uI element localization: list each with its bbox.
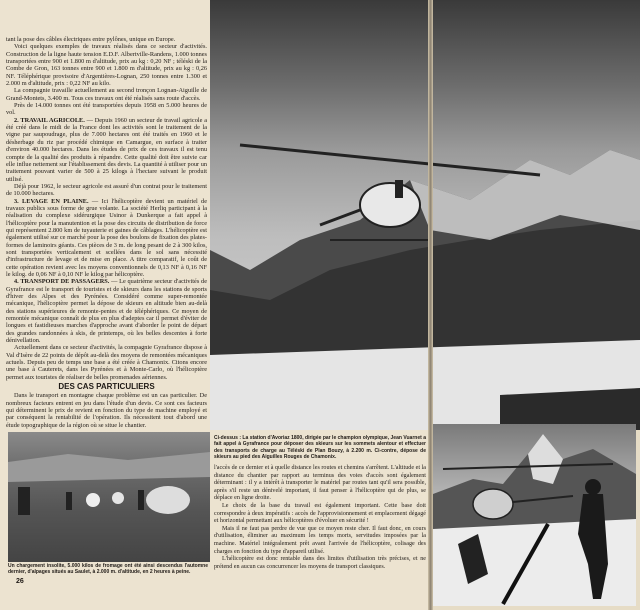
paragraph: Déjà pour 1962, le secteur agricole est assuré d'un contrat pour le traitement de 10.000 hectares. (6, 182, 207, 198)
section-title: 4. TRANSPORT DE PASSAGERS. (14, 278, 110, 286)
section-heading: DES CAS PARTICULIERS (58, 382, 155, 392)
paragraph: Mais il ne faut pas perdre de vue que ce moyen reste cher. Il faut donc, en cours d'utilisation, éliminer au maximum les temps morts, servitudes imposées par la machine. Matériel intégralement prêt avant l'arrivée de l'hélicoptère, colisage des charges en fonction du type d'appareil utilisé. (214, 525, 426, 555)
center-text-column (214, 465, 426, 571)
section-agricole (6, 117, 207, 183)
section-text: — Ici l'hélicoptère devient un matériel de travaux publics sous forme de grue volante. La société Herliq participant à la réalisation du complexe sidérurgique Usinor à Dunkerque a fait appel à l'hélicoptère pour la manutention et la pose des circuits de distribution de force qui représentent 2.800 km de tuyauterie et gaines de câblages. L'hélicoptère est également utilisé sur ce marché pour la pose des boulons de fixation des plates-formes de laminoirs géants. Ces pièces de 3 m. de long pesant de 2 à 300 kilos, sont transportées verticalement et scellées dans le sol sans nécessité d'infrastructure de levage et de mise en place. A titre comparatif, le coût de cette opération revient avec les moyens conventionnels de 0,13 NF à 0,16 NF le kilog. de 0,06 NF à 0,10 NF le kilog par hélicoptère. (6, 197, 207, 278)
paragraph: Voici quelques exemples de travaux réalisés dans ce secteur d'activités. Construction de la ligne haute tension E.D.F. Albertville-Randens, 1.000 tonnes transportées entre 900 et 1.800 m d'altitude, prix au kg : 0,20 NF ; téléski de la Combe de Gron, 163 tonnes entre 900 et 1.800 m d'altitude, prix au kg : 0,26 NF. Téléphérique provisoire d'Argentières-Lognan, 250 tonnes entre 1.300 et 2.000 m d'altitude, prix : 0,22 NF au kilo. (6, 43, 207, 88)
paragraph: l'accès de ce dernier et à quelle distance les routes et chemins s'arrêtent. L'altitude et la distance du chantier par rapport au terminus des voies d'accès sont également déterminant : il y a intérêt à transporter le matériel par routes tant qu'il sera possible, après s'il reste un dénivelé important, il faut penser à l'hélicoptère qui de plus, se déplace en ligne droite. (214, 465, 426, 502)
section-transport (6, 278, 207, 344)
page-gutter (428, 0, 433, 610)
paragraph: Dans le transport en montagne chaque problème est un cas particulier. De nombreux facteurs entrent en jeu dans l'étude d'un devis. Ce sont ces facteurs qui déterminent le prix de revient en fonction du type de machine employé et par conséquent la rentabilité de l'opération. Ils nécessitent tout d'abord une étude topographique de la région où se situe le chantier. (6, 392, 207, 429)
helicopter-mountain-photo (210, 0, 640, 430)
skiers-drop-photo (433, 424, 636, 606)
paragraph: La compagnie travaille actuellement au second tronçon Lognan-Aiguille de Grand-Montets, 3.400 m. Tous ces travaux ont été réalisés sans route d'accès. (6, 87, 207, 102)
section-text: — Le quatrième secteur d'activités de Gyrafrance est le transport de touristes et de skieurs dans les stations de sports d'hiver des Alpes et des Pyrénées. Considéré comme super-remontée mécanique, l'hélicoptère permet la dépose de skieurs en altitude bien au-delà des stations supérieures de remonte-pentes et de téléphériques. Ce moyen de remontée mécanique connaît de plus en plus d'adeptes car il permet d'éviter de longues et fastidieuses marches d'approche avant d'aborder le point de départ des grandes randonnées à skis, de printemps, où les belles descentes à forte dénivellation. (6, 278, 207, 345)
paragraph: L'hélicoptère est donc rentable dans des limites d'utilisation très précises, et ne prétend en aucun cas concurrencer les moyens de transport classiques. (214, 556, 426, 570)
section-text: — Depuis 1960 un secteur de travail agricole a été créé dans le midi de la France dont les activités sont le traitement de la vigne par saupoudrage, plus de 7.000 hectares ont été traités en 1960 et le désherbage du riz par procédé chimique en Camargue, en surface à traiter d'environ 40.000 hectares. Dans les études de prix de ces travaux il est tenu compte de la qualité des produits à répandre. Cette qualité doit être suivie car elle influe nettement sur l'établissement des devis. La quantité à utiliser pour un traitement pouvant varier de 500 à 25 kilogs à l'hectare suivant le produit utilisé. (6, 116, 208, 183)
photo-caption-center: Ci-dessus : La station d'Avoriaz 1800, dirigée par le champion olympique, Jean Vuarnet a fait appel à Gyrafrance pour déposer des skieurs sur les sommets alentour et effectuer des transports de charge au Téléski de Plan Bouzy, à 2.200 m. Ci-contre, dépose de skieurs au pied des Aiguilles Rouges de Chamonix. (214, 435, 426, 460)
page-number: 26 (16, 578, 24, 585)
cheese-transport-photo (8, 432, 210, 562)
paragraph: Actuellement dans ce secteur d'activités, la compagnie Gyrafrance dispose à Val d'Isère de 22 points de dépôt au-delà des moyens de remontées mécaniques actuels. Depuis peu de temps une base a été créée à Chamonix. Citons encore une base à Cauterets, dans les Pyrénées et à Monte-Carlo, où l'hélicoptère permet aux touristes de réaliser de belles promenades aériennes. (6, 344, 207, 381)
section-title: 3. LEVAGE EN PLAINE. (14, 197, 89, 205)
left-text-column (6, 36, 207, 429)
photo-caption-bottom-left: Un chargement insolite, 5.000 kilos de fromage ont été ainsi descendus l'automne dernier, d'alpages situés au Saulet, à 2.000 m. d'altitude, en 2 heures à peine. (8, 563, 208, 576)
paragraph: Près de 14.000 tonnes ont été transportées depuis 1958 en 5.000 heures de vol. (6, 102, 207, 117)
paragraph: Le choix de la base du travail est également important. Cette base doit correspondre à deux impératifs : accès de l'approvisionnement et emplacement dégagé et horizontal permettant aux hélicoptères d'évoluer en sécurité ! (214, 502, 426, 525)
section-title: 2. TRAVAIL AGRICOLE. (14, 116, 85, 124)
section-levage (6, 198, 207, 279)
paragraph: tant la pose des câbles électriques entre pylônes, unique en Europe. (6, 36, 176, 43)
